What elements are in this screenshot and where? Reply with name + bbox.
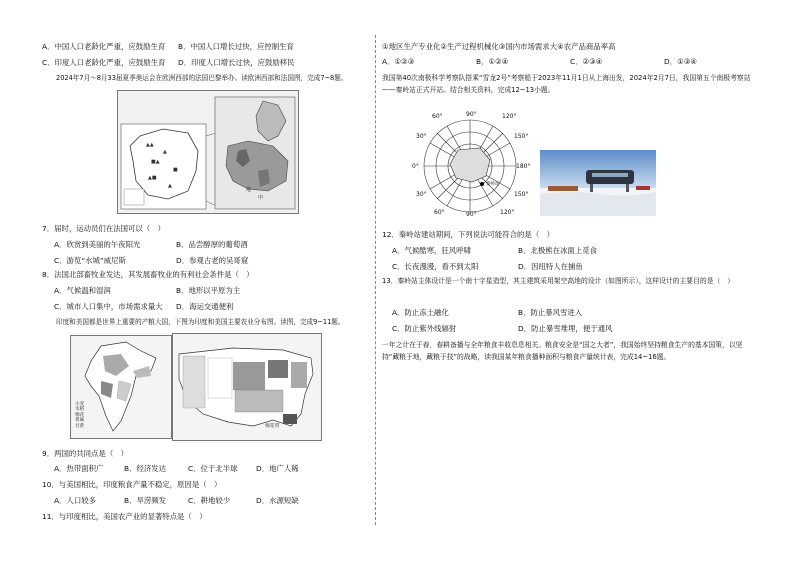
q7-option-a: A．欣赏到美丽的午夜阳光: [54, 240, 141, 249]
q9-option-b: B．经济发达: [124, 464, 167, 473]
q9-option-c: C．位于北半球: [188, 464, 238, 473]
q8-stem: 8．法国北部畜牧业发达，其发展畜牧业的有利社会条件是（ ）: [42, 270, 254, 279]
q7-stem: 7．届时，运动员们在法国可以（ ）: [42, 224, 165, 233]
usa-graphic: [173, 334, 321, 440]
q9-option-d: D．地广人稀: [256, 464, 299, 473]
q7-option-b: B．品尝醇厚的葡萄酒: [176, 240, 248, 249]
q13-option-c: C．防止紫外线辐射: [392, 324, 457, 333]
column-divider: [375, 35, 376, 525]
legend-item: 黄麻: [75, 418, 85, 424]
q10-option-d: D．水源短缺: [256, 496, 299, 505]
station-label: 秦岭站: [486, 182, 500, 187]
q12-option-c: C．长夜漫漫，看不到太阳: [392, 262, 479, 271]
polar-label: 120°: [502, 113, 517, 120]
q11-option-c: C．②③④: [570, 57, 603, 66]
polar-label: 60°: [434, 209, 445, 216]
q6-option-c: C．印度人口老龄化严重，应鼓励生育: [42, 58, 166, 67]
q7-option-d: D．参观古老的吴哥窟: [176, 256, 249, 265]
q6-option-d: D．印度人口增长过快，应鼓励移民: [178, 58, 295, 67]
q6-option-a: A．中国人口老龄化严重，应鼓励生育: [42, 42, 166, 51]
q8-option-b: B．地形以平原为主: [176, 286, 241, 295]
svg-text:■: ■: [173, 167, 178, 173]
q10-option-a: A．人口较多: [54, 496, 97, 505]
q13-option-a: A．防止冻土融化: [392, 308, 449, 317]
intro-9-11: 印度和美国都是世界上重要的产粮大国，下图为印度和美国主要农业分布图。读图，完成9~11题。: [56, 318, 345, 326]
svg-text:▲■: ▲■: [148, 175, 157, 181]
q8-option-d: D．海运交通便利: [176, 302, 234, 311]
q6-option-b: B．中国人口增长过快，应控制生育: [178, 42, 294, 51]
svg-text:■▲: ■▲: [151, 159, 160, 165]
q12-stem: 12．秦岭站建站期间，下列说法可能符合的是（ ）: [382, 230, 555, 239]
polar-label: 150°: [514, 133, 529, 140]
polar-label: 150°: [514, 191, 529, 198]
legend-item: 甘蔗: [75, 423, 85, 429]
intro-7-8: 2024年7月～8月33届夏季奥运会在欧洲西部的法国巴黎举办。读欧洲西部和法国图，完成7~8题。: [56, 74, 348, 82]
q13-stem: 13．秦岭站主体设计是一个南十字星造型，其主建筑采用架空高地的设计（如图所示），这样设计的主要目的是（ ）: [382, 277, 734, 285]
q8-option-c: C．城市人口集中，市场需求量大: [54, 302, 163, 311]
q13-option-b: B．防止暴风雪进入: [518, 308, 583, 317]
europe-france-map: [117, 90, 299, 214]
q12-option-a: A．气候酷寒，狂风呼啸: [392, 246, 471, 255]
q10-stem: 10．与美国相比，印度粮食产量不稳定，原因是（ ）: [42, 480, 222, 489]
q11-choices: ①地区生产专业化②生产过程机械化③国内市场需求大④农产品商品率高: [382, 42, 616, 51]
svg-text:地: 地: [246, 187, 252, 193]
q11-option-b: B．①②④: [476, 57, 509, 66]
q9-option-a: A．热带面积广: [54, 464, 104, 473]
q10-option-b: B．旱涝频发: [124, 496, 167, 505]
q9-stem: 9．两国的共同点是（ ）: [42, 449, 129, 458]
legend-item: 棉花: [75, 412, 85, 418]
polar-label: 30°: [416, 133, 427, 140]
polar-label: 90°: [466, 211, 477, 218]
svg-text:▲: ▲: [168, 183, 172, 189]
q11-option-d: D．①③④: [664, 57, 697, 66]
q11-stem: 11．与印度相比，美国农产业的显著特点是（ ）: [42, 512, 207, 521]
svg-text:▲: ▲: [163, 149, 167, 155]
polar-label: 180°: [516, 163, 531, 170]
polar-label: 60°: [432, 113, 443, 120]
intro-12-13: 我国第40次南极科学考察队搭乘“雪龙2号”考察船于2023年11月1日从上海出发，2024年2月7日，我国第五个南极考察站——秦岭站正式开站。结合相关资料，完成12~13小题。: [382, 74, 751, 94]
station-photo-graphic: [540, 150, 656, 216]
svg-text:中: 中: [258, 195, 264, 201]
q11-option-a: A．①②③: [382, 57, 415, 66]
map-graphic: [118, 91, 298, 213]
usa-label: 棉花带: [265, 424, 280, 429]
polar-label: 30°: [416, 191, 427, 198]
legend-item: 小麦: [75, 402, 85, 407]
station-photo: [540, 150, 656, 216]
polar-label: 0°: [412, 163, 419, 170]
usa-agriculture-map: [172, 333, 322, 441]
intro-14-16: 一年之计在于春，春耕备播与全年粮食丰收息息相关。粮食安全是“国之大者”，我国始终坚持粮食生产的基本国策，以坚持“藏粮于地，藏粮于技”的战略，读我国某年粮食播种面积与粮食产量统计表，完成14~16题。: [382, 341, 743, 361]
legend-item: 水稻: [75, 407, 85, 413]
q8-option-a: A．气候温和湿润: [54, 286, 111, 295]
svg-text:▲▲: ▲▲: [146, 142, 154, 148]
polar-graphic: [410, 110, 530, 220]
india-graphic: [71, 336, 171, 438]
india-legend: [75, 402, 84, 429]
q12-option-b: B．北极熊在冰面上觅食: [518, 246, 597, 255]
polar-label: 120°: [500, 209, 515, 216]
india-agriculture-map: [70, 335, 172, 439]
q13-option-d: D．防止暴雪堆埋，便于通风: [518, 324, 613, 333]
antarctic-polar-map: [410, 110, 530, 220]
polar-label: 90°: [466, 111, 477, 118]
q7-option-c: C．游览“水城”威尼斯: [54, 256, 126, 265]
q12-option-d: D．因纽特人在捕鱼: [518, 262, 583, 271]
q10-option-c: C．耕地较少: [188, 496, 231, 505]
